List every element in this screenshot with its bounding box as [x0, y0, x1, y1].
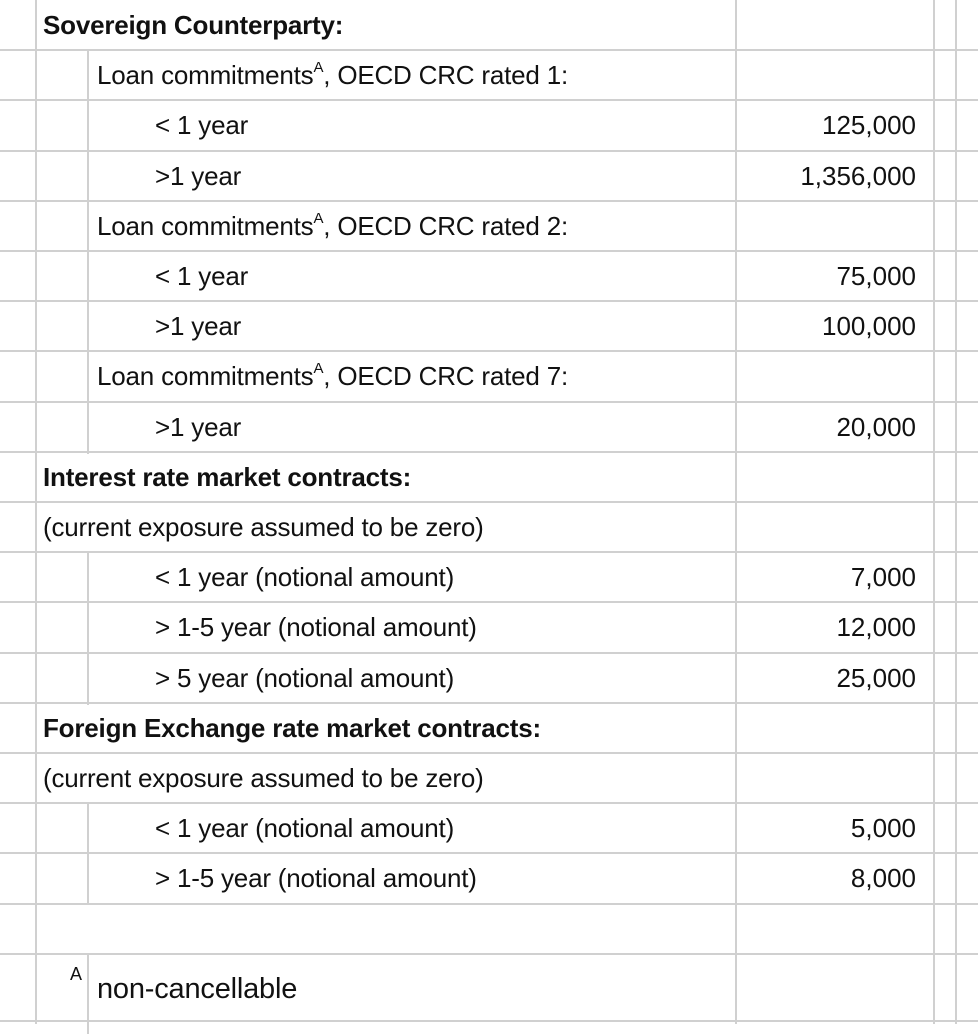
indent-column-line — [87, 402, 89, 454]
row-label-text: Interest rate market contracts: — [43, 461, 412, 492]
footnote-superscript: A — [313, 209, 324, 227]
table-row — [0, 602, 978, 652]
row-label-text: >1 year — [155, 411, 242, 442]
table-row — [0, 452, 978, 502]
row-label-text: < 1 year (notional amount) — [155, 562, 455, 593]
row-label — [155, 602, 477, 652]
row-label — [155, 100, 248, 150]
row-label — [43, 703, 541, 753]
table-row — [0, 552, 978, 602]
indent-column-line — [87, 201, 89, 253]
footnote-row — [0, 954, 978, 1004]
row-label-text: Foreign Exchange rate market contracts: — [43, 712, 541, 743]
row-label-text: Loan commitments — [97, 60, 314, 91]
row-label-text: > 1-5 year (notional amount) — [155, 863, 477, 894]
row-value: 125,000 — [822, 110, 916, 141]
row-label-text: Loan commitments — [97, 361, 314, 392]
table-row — [0, 301, 978, 351]
table-row — [0, 502, 978, 552]
indent-column-line — [87, 803, 89, 855]
row-value: 75,000 — [836, 261, 916, 291]
row-label-text: (current exposure assumed to be zero) — [43, 763, 484, 793]
footnote-text: non-cancellable — [97, 972, 298, 1005]
row-label — [155, 301, 241, 351]
table-row — [0, 0, 978, 50]
row-label — [43, 502, 484, 552]
grid-row-line — [0, 1020, 978, 1022]
row-label-suffix: , OECD CRC rated 1: — [323, 60, 568, 91]
indent-column-line — [87, 351, 89, 403]
row-value: 12,000 — [836, 612, 916, 643]
row-label — [97, 201, 568, 251]
footnote-superscript: A — [313, 59, 324, 77]
row-value: 20,000 — [836, 411, 916, 442]
table-row — [0, 703, 978, 753]
row-value: 25,000 — [836, 662, 916, 693]
indent-column-line — [87, 301, 89, 353]
table-row — [0, 803, 978, 853]
row-label-text: > 5 year (notional amount) — [155, 662, 455, 693]
row-value: 100,000 — [822, 311, 916, 342]
table-row — [0, 100, 978, 150]
table-row — [0, 904, 978, 954]
table-row — [0, 653, 978, 703]
row-label — [97, 50, 568, 100]
row-label-text: (current exposure assumed to be zero) — [43, 512, 484, 542]
row-label-text: Loan commitments — [97, 210, 314, 241]
row-label — [155, 853, 477, 903]
table-row — [0, 853, 978, 903]
row-label — [43, 753, 484, 803]
row-label — [155, 803, 454, 853]
row-label-suffix: , OECD CRC rated 7: — [323, 361, 568, 392]
row-label — [43, 0, 343, 50]
row-value: 5,000 — [850, 813, 916, 844]
row-value: 8,000 — [850, 863, 916, 894]
indent-column-line — [87, 552, 89, 604]
table-row — [0, 251, 978, 301]
row-value: 7,000 — [850, 562, 916, 593]
row-label — [155, 402, 241, 452]
row-label — [155, 653, 454, 703]
row-label — [97, 351, 568, 401]
row-label-text: Sovereign Counterparty: — [43, 10, 344, 40]
row-label-text: < 1 year — [155, 110, 249, 141]
row-label — [155, 251, 248, 301]
table-row — [0, 753, 978, 803]
row-value: 1,356,000 — [800, 160, 916, 191]
indent-column-line — [87, 602, 89, 654]
table-row — [0, 151, 978, 201]
table-row — [0, 201, 978, 251]
indent-column-line — [87, 100, 89, 152]
row-label — [155, 151, 241, 201]
row-label — [43, 452, 411, 502]
row-label-text: < 1 year (notional amount) — [155, 813, 455, 844]
row-label-text: > 1-5 year (notional amount) — [155, 612, 477, 643]
row-label-suffix: , OECD CRC rated 2: — [323, 210, 568, 241]
indent-column-line — [87, 653, 89, 705]
row-label-text: < 1 year — [155, 261, 249, 291]
indent-column-line — [87, 853, 89, 905]
indent-column-line — [87, 151, 89, 203]
row-label-text: >1 year — [155, 160, 242, 191]
row-label-text: >1 year — [155, 311, 242, 342]
table-row — [0, 402, 978, 452]
row-label — [155, 552, 454, 602]
table-row — [0, 50, 978, 100]
footnote-superscript: A — [313, 360, 324, 378]
indent-column-line — [87, 50, 89, 102]
indent-column-line — [87, 251, 89, 303]
table-row — [0, 351, 978, 401]
footnote-mark: A — [70, 963, 83, 984]
